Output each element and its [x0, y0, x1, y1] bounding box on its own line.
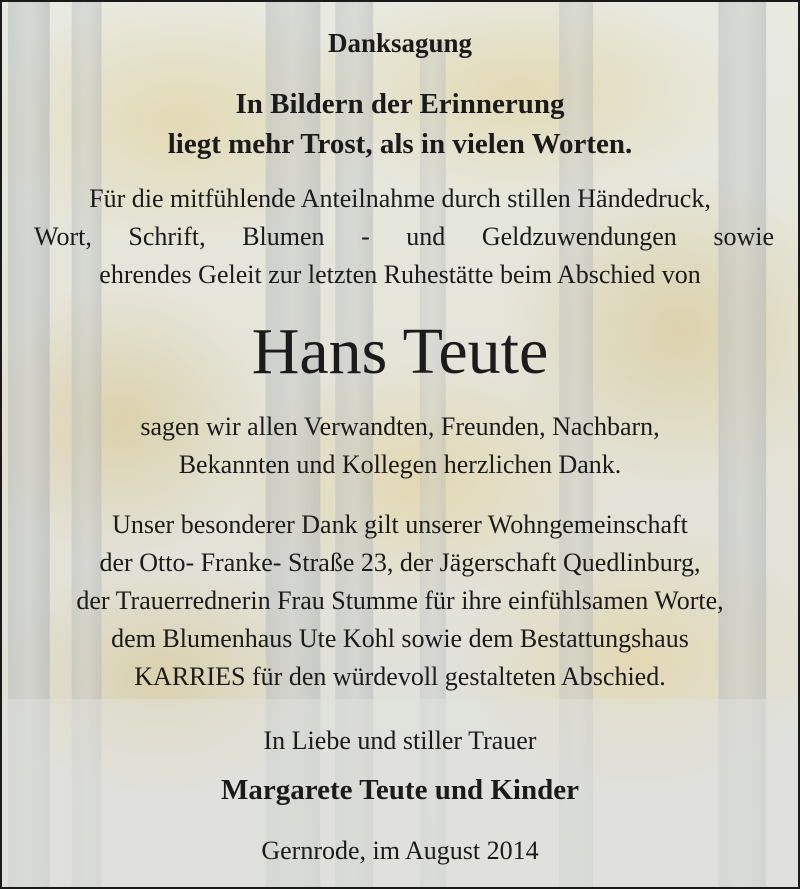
place-and-date: Gernrode, im August 2014	[261, 836, 539, 865]
intro-line-2: Wort, Schrift, Blumen - und Geldzuwendungen sowie	[34, 222, 774, 251]
heading: Danksagung	[327, 28, 473, 58]
motto-line-1: In Bildern der Erinnerung	[235, 88, 565, 120]
intro-line-1: Für die mitfühlende Anteilnahme durch stillen Händedruck,	[89, 184, 711, 213]
intro-line-3: ehrendes Geleit zur letzten Ruhestätte beim Abschied von	[99, 260, 701, 289]
thanks-line-2: Bekannten und Kollegen herzlichen Dank.	[178, 450, 622, 479]
special-thanks-line-4: dem Blumenhaus Ute Kohl sowie dem Bestattungshaus	[111, 624, 689, 653]
special-thanks-line-5: KARRIES für den würdevoll gestalteten Abschied.	[134, 662, 666, 691]
special-thanks-line-3: der Trauerrednerin Frau Stumme für ihre einfühlsamen Worte,	[76, 586, 724, 615]
closing-line: In Liebe und stiller Trauer	[263, 726, 537, 755]
deceased-name: Hans Teute	[251, 315, 549, 388]
motto-line-2: liegt mehr Trost, als in vielen Worten.	[167, 128, 633, 160]
special-thanks-line-1: Unser besonderer Dank gilt unserer Wohngemeinschaft	[112, 510, 688, 539]
special-thanks-line-2: der Otto- Franke- Straße 23, der Jägerschaft Quedlinburg,	[99, 548, 701, 577]
thanks-line-1: sagen wir allen Verwandten, Freunden, Nachbarn,	[140, 412, 660, 441]
family-signature: Margarete Teute und Kinder	[221, 774, 579, 806]
